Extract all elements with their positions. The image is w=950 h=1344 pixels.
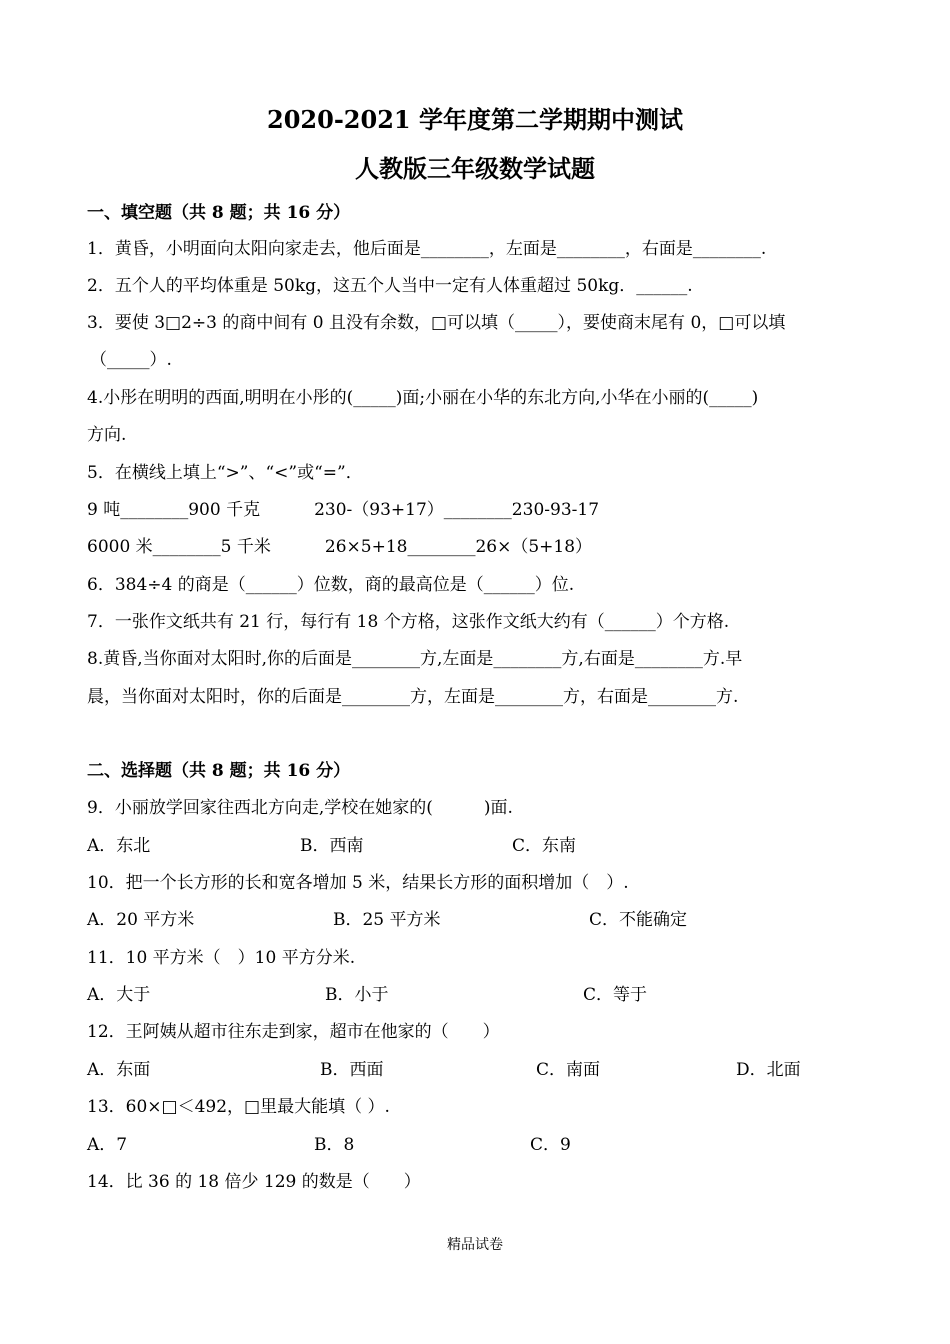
exam-subtitle: 人教版三年级数学试题 — [355, 154, 595, 183]
option-b: B．8 — [314, 1135, 355, 1155]
question-9: 9．小丽放学回家往西北方向走,学校在她家的( )面. — [87, 798, 513, 818]
question-4: 4.小彤在明明的西面,明明在小彤的(_____)面;小丽在小华的东北方向,小华在小丽的(_____) — [87, 388, 759, 408]
question-7: 7．一张作文纸共有 21 行，每行有 18 个方格，这张作文纸大约有（______）个方格. — [87, 612, 730, 632]
option-d: D．北面 — [736, 1060, 801, 1080]
option-c: C．等于 — [583, 985, 648, 1005]
question-1: 1．黄昏，小明面向太阳向家走去，他后面是________，左面是________，右面是________. — [87, 239, 767, 259]
question-14: 14．比 36 的 18 倍少 129 的数是（ ） — [87, 1172, 421, 1192]
question-13: 13．60×□＜492，□里最大能填（ ）. — [87, 1097, 390, 1117]
section-heading-choice: 二、选择题（共 8 题；共 16 分） — [87, 761, 351, 781]
question-12: 12．王阿姨从超市往东走到家，超市在他家的（ ） — [87, 1022, 500, 1042]
question-3-cont: （_____）. — [90, 350, 172, 370]
question-5: 5．在横线上填上“>”、“<”或“=”． — [87, 463, 363, 483]
question-8-cont: 晨，当你面对太阳时，你的后面是________方，左面是________方，右面是________方. — [87, 687, 739, 707]
option-c: C．9 — [530, 1135, 571, 1155]
option-b: B．西面 — [320, 1060, 384, 1080]
question-3: 3．要使 3□2÷3 的商中间有 0 且没有余数，□可以填（_____），要使商末尾有 0，□可以填 — [87, 313, 786, 333]
page-footer: 精品试卷 — [447, 1237, 503, 1253]
option-c: C．不能确定 — [589, 910, 688, 930]
question-2: 2．五个人的平均体重是 50kg，这五个人当中一定有人体重超过 50kg．______. — [87, 276, 693, 296]
option-b: B．西南 — [300, 836, 364, 856]
section-heading-fill: 一、填空题（共 8 题；共 16 分） — [87, 203, 351, 223]
option-b: B．25 平方米 — [333, 910, 441, 930]
question-5-row-1: 9 吨________900 千克 230-（93+17）________230-93-17 — [87, 500, 600, 520]
option-a: A．大于 — [87, 985, 151, 1005]
option-c: C．东南 — [512, 836, 577, 856]
question-11: 11．10 平方米（ ）10 平方分米. — [87, 948, 356, 968]
question-6: 6．384÷4 的商是（______）位数，商的最高位是（______）位. — [87, 575, 575, 595]
option-c: C．南面 — [536, 1060, 601, 1080]
option-a: A．东北 — [87, 836, 151, 856]
option-a: A．20 平方米 — [87, 910, 195, 930]
option-a: A．7 — [87, 1135, 128, 1155]
exam-title: 2020-2021 学年度第二学期期中测试 — [267, 105, 683, 134]
question-8: 8.黄昏,当你面对太阳时,你的后面是________方,左面是________方,右面是________方.早 — [87, 649, 743, 669]
question-5-row-2: 6000 米________5 千米 26×5+18________26×（5+18） — [87, 537, 593, 557]
question-4-cont: 方向. — [87, 425, 127, 445]
question-10: 10．把一个长方形的长和宽各增加 5 米，结果长方形的面积增加（ ）. — [87, 873, 629, 893]
option-a: A．东面 — [87, 1060, 151, 1080]
option-b: B．小于 — [325, 985, 389, 1005]
